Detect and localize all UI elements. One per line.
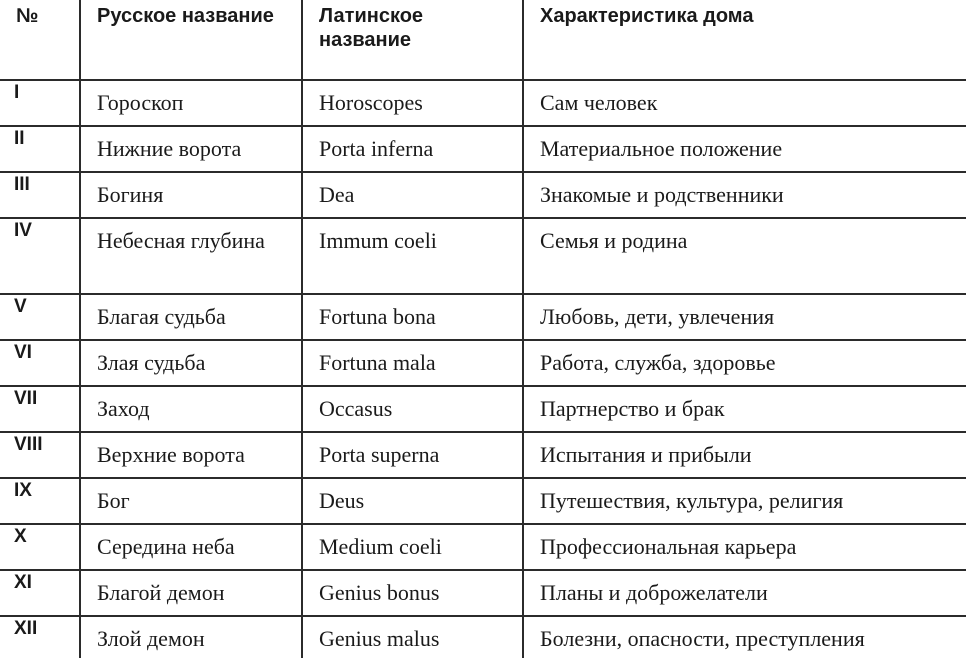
russian-name: Благая судьба	[80, 294, 302, 340]
russian-name: Гороскоп	[80, 80, 302, 126]
header-russian-name: Русское название	[80, 0, 302, 80]
header-house-description: Характеристика дома	[523, 0, 966, 80]
header-number: №	[0, 0, 80, 80]
row-number: XI	[0, 570, 80, 616]
house-description: Болезни, опасности, преступления	[523, 616, 966, 658]
table-row	[0, 570, 966, 616]
russian-name: Злая судьба	[80, 340, 302, 386]
latin-name: Occasus	[302, 386, 523, 432]
table-row	[0, 80, 966, 126]
house-description: Материальное положение	[523, 126, 966, 172]
table-row	[0, 616, 966, 658]
latin-name: Medium coeli	[302, 524, 523, 570]
house-description: Планы и доброжелатели	[523, 570, 966, 616]
house-description: Семья и родина	[523, 218, 966, 294]
table-row	[0, 478, 966, 524]
header-row	[0, 0, 966, 80]
row-number: IX	[0, 478, 80, 524]
table-row	[0, 524, 966, 570]
latin-name: Horoscopes	[302, 80, 523, 126]
latin-name: Fortuna mala	[302, 340, 523, 386]
table-row	[0, 218, 966, 294]
row-number: VII	[0, 386, 80, 432]
table-row	[0, 172, 966, 218]
russian-name: Злой демон	[80, 616, 302, 658]
row-number: XII	[0, 616, 80, 658]
row-number: I	[0, 80, 80, 126]
row-number: II	[0, 126, 80, 172]
table-row	[0, 432, 966, 478]
house-description: Профессиональная карьера	[523, 524, 966, 570]
latin-name: Porta superna	[302, 432, 523, 478]
row-number: X	[0, 524, 80, 570]
russian-name: Заход	[80, 386, 302, 432]
russian-name: Небесная глубина	[80, 218, 302, 294]
russian-name: Середина неба	[80, 524, 302, 570]
russian-name: Благой демон	[80, 570, 302, 616]
latin-name: Immum coeli	[302, 218, 523, 294]
row-number: VI	[0, 340, 80, 386]
house-description: Испытания и прибыли	[523, 432, 966, 478]
house-description: Любовь, дети, увлечения	[523, 294, 966, 340]
table-row	[0, 386, 966, 432]
row-number: VIII	[0, 432, 80, 478]
table-row	[0, 294, 966, 340]
house-description: Сам человек	[523, 80, 966, 126]
latin-name: Fortuna bona	[302, 294, 523, 340]
latin-name: Genius malus	[302, 616, 523, 658]
russian-name: Нижние ворота	[80, 126, 302, 172]
row-number: III	[0, 172, 80, 218]
latin-name: Dea	[302, 172, 523, 218]
latin-name: Deus	[302, 478, 523, 524]
row-number: IV	[0, 218, 80, 294]
house-description: Знакомые и родственники	[523, 172, 966, 218]
house-description: Работа, служба, здоровье	[523, 340, 966, 386]
russian-name: Верхние ворота	[80, 432, 302, 478]
table-row	[0, 126, 966, 172]
latin-name: Genius bonus	[302, 570, 523, 616]
house-description: Партнерство и брак	[523, 386, 966, 432]
table-row	[0, 340, 966, 386]
header-latin-name: Латинское название	[302, 0, 523, 80]
latin-name: Porta inferna	[302, 126, 523, 172]
russian-name: Богиня	[80, 172, 302, 218]
house-description: Путешествия, культура, религия	[523, 478, 966, 524]
russian-name: Бог	[80, 478, 302, 524]
row-number: V	[0, 294, 80, 340]
